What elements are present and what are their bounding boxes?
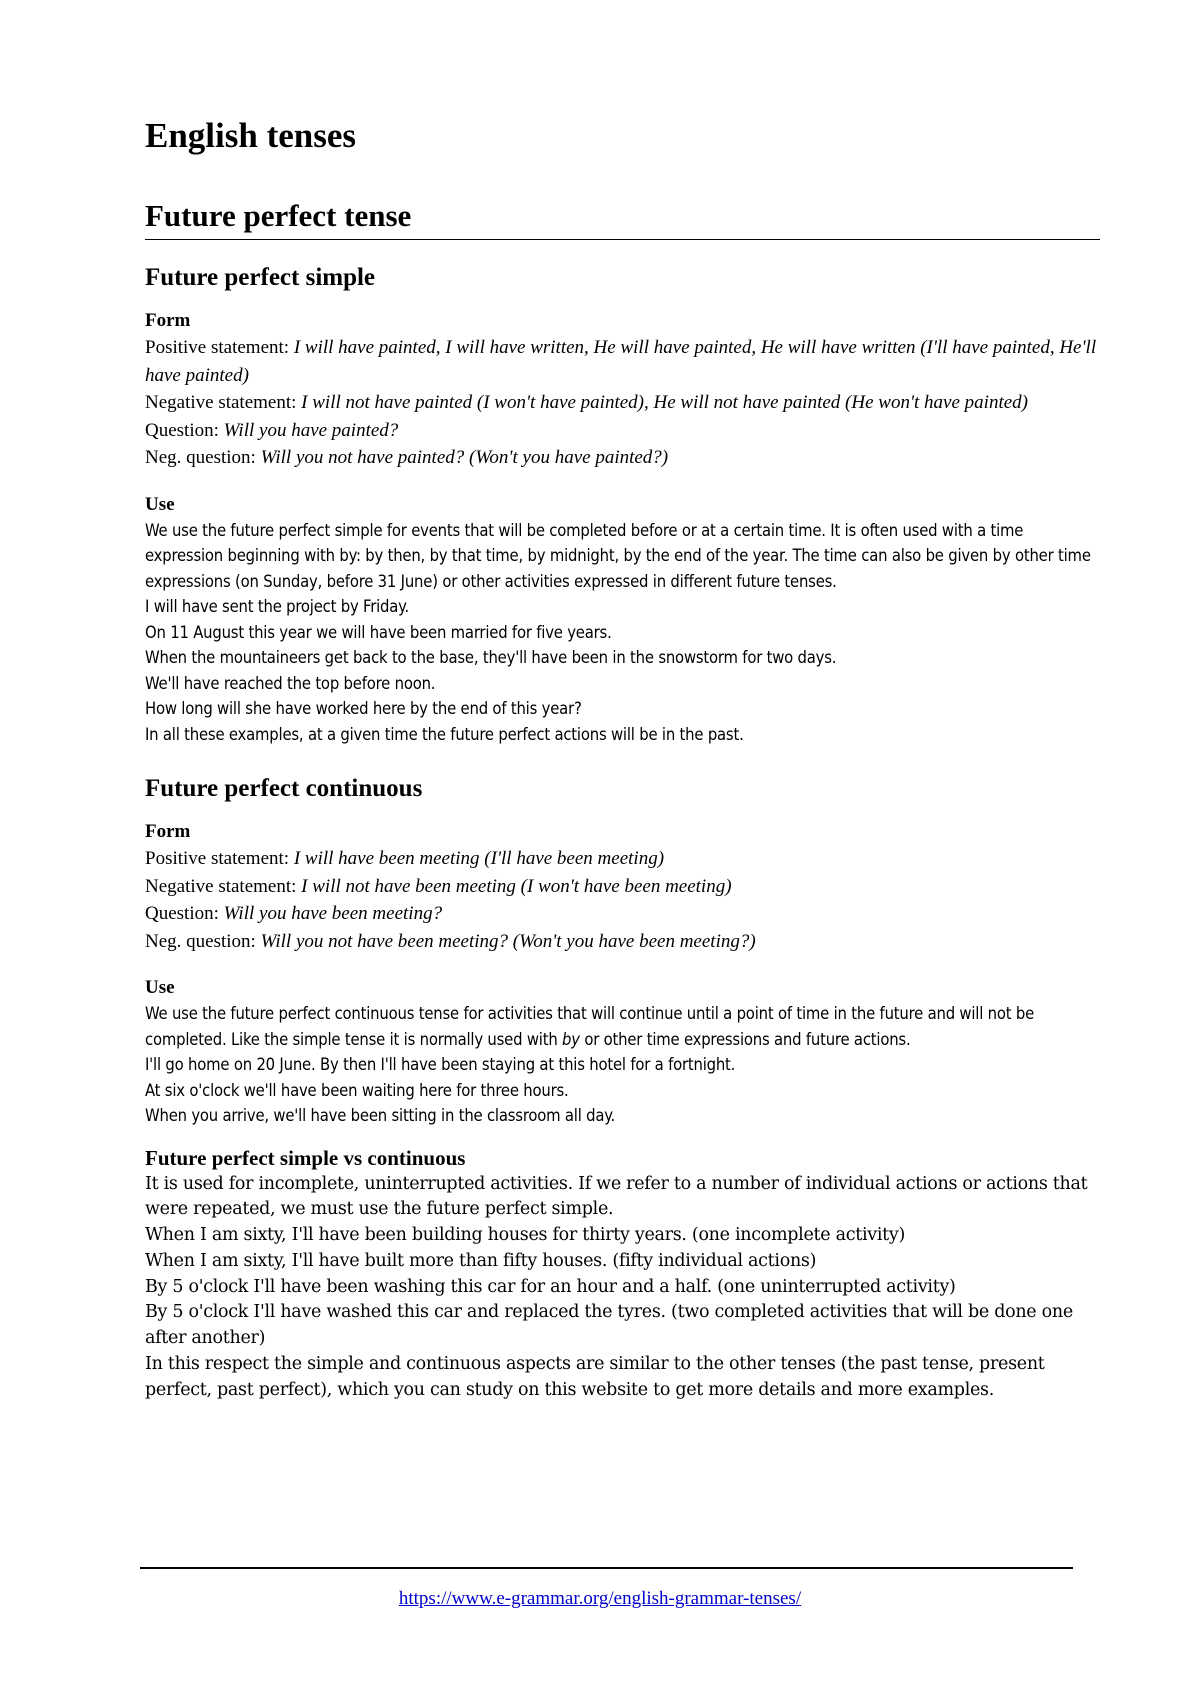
vs-line: By 5 o'clock I'll have washed this car and replaced the tyres. (two completed activities that will be done one after another) bbox=[145, 1302, 1073, 1349]
form-row-example: I will have painted, I will have written, He will have painted, He will have written (I'll have painted, He'll have painted) bbox=[145, 337, 1097, 386]
use-line: I will have sent the project by Friday. bbox=[145, 597, 409, 616]
subsection-heading-continuous: Future perfect continuous bbox=[145, 775, 423, 802]
use-line: How long will she have worked here by the end of this year? bbox=[145, 699, 582, 718]
form-row-label: Positive statement: bbox=[145, 848, 294, 869]
form-list-simple bbox=[145, 334, 1100, 472]
use-line: We'll have reached the top before noon. bbox=[145, 673, 436, 693]
vs-line: When I am sixty, I'll have been building houses for thirty years. (one incomplete activity) bbox=[145, 1225, 905, 1246]
use-label: Use bbox=[145, 493, 175, 515]
page-title: English tenses bbox=[145, 116, 357, 155]
form-row-example: Will you not have been meeting? (Won't you have been meeting?) bbox=[260, 930, 756, 952]
form-row bbox=[145, 444, 1100, 472]
footer-divider bbox=[140, 1567, 1073, 1569]
form-row-example: I will have been meeting (I'll have been meeting) bbox=[293, 848, 665, 869]
form-row-label: Question: bbox=[145, 419, 224, 441]
use-text-continuous bbox=[145, 1001, 1100, 1129]
use-line: When you arrive, we'll have been sitting in the classroom all day. bbox=[145, 1106, 616, 1125]
use-line: We use the future perfect simple for events that will be completed before or at a certain time. It is often used with a time expression beginning with by: by then, by that time, by midnight, by the end of the year. The time can also be given by other time expressions (on Sunday, before 31 June) or other activities expressed in different future tenses. bbox=[145, 520, 1091, 591]
form-row bbox=[145, 389, 1100, 417]
document-page bbox=[145, 115, 1100, 1404]
vs-line: When I am sixty, I'll have built more than fifty houses. (fifty individual actions) bbox=[145, 1250, 817, 1271]
form-row bbox=[145, 845, 1100, 873]
form-row-label: Neg. question: bbox=[145, 930, 261, 952]
form-row-example: Will you not have painted? (Won't you have painted?) bbox=[260, 447, 669, 468]
emphasis-by: by bbox=[562, 1029, 580, 1049]
use-line: At six o'clock we'll have been waiting here for three hours. bbox=[145, 1080, 569, 1100]
vs-text bbox=[145, 1172, 1100, 1404]
use-text-simple bbox=[145, 518, 1100, 748]
form-label: Form bbox=[145, 821, 191, 842]
use-line: In all these examples, at a given time the future perfect actions will be in the past. bbox=[145, 724, 744, 744]
vs-heading: Future perfect simple vs continuous bbox=[145, 1145, 466, 1170]
form-row-example: I will not have painted (I won't have painted), He will not have painted (He won't have painted) bbox=[301, 392, 1028, 413]
use-line: We use the future perfect continuous tense for activities that will continue until a point of time in the future and will not be completed. Like the simple tense it is normally used with by or other time expressions and future actions. bbox=[145, 1004, 1035, 1049]
form-row-label: Positive statement: bbox=[145, 337, 294, 358]
footer-link[interactable]: https://www.e-grammar.org/english-grammar-tenses/ bbox=[398, 1588, 802, 1609]
form-row bbox=[145, 928, 1100, 956]
form-row bbox=[145, 873, 1100, 901]
form-row-example: Will you have painted? bbox=[223, 419, 399, 441]
vs-line: By 5 o'clock I'll have been washing this car for an hour and a half. (one uninterrupted activity) bbox=[145, 1276, 956, 1297]
form-row bbox=[145, 900, 1100, 928]
use-line: I'll go home on 20 June. By then I'll have been staying at this hotel for a fortnight. bbox=[145, 1055, 736, 1074]
form-row-example: Will you have been meeting? bbox=[223, 903, 443, 924]
vs-line: It is used for incomplete, uninterrupted activities. If we refer to a number of individual actions or actions that were repeated, we must use the future perfect simple. bbox=[145, 1173, 1088, 1220]
section-title: Future perfect tense bbox=[145, 197, 1100, 240]
use-label: Use bbox=[145, 977, 175, 998]
form-label: Form bbox=[145, 310, 191, 331]
form-row-label: Question: bbox=[145, 903, 224, 924]
footer bbox=[0, 1588, 1200, 1610]
subsection-heading-simple: Future perfect simple bbox=[145, 264, 376, 291]
form-row-label: Neg. question: bbox=[145, 447, 261, 468]
use-line: On 11 August this year we will have been married for five years. bbox=[145, 622, 612, 642]
form-row bbox=[145, 417, 1100, 445]
form-row bbox=[145, 334, 1100, 389]
form-row-label: Negative statement: bbox=[145, 875, 302, 897]
form-row-example: I will not have been meeting (I won't have been meeting) bbox=[301, 875, 732, 897]
vs-line: In this respect the simple and continuous aspects are similar to the other tenses (the past tense, present perfect, past perfect), which you can study on this website to get more details and more examples. bbox=[145, 1354, 1045, 1400]
form-row-label: Negative statement: bbox=[145, 392, 302, 413]
use-line: When the mountaineers get back to the base, they'll have been in the snowstorm for two days. bbox=[145, 648, 837, 667]
form-list-continuous bbox=[145, 845, 1100, 955]
